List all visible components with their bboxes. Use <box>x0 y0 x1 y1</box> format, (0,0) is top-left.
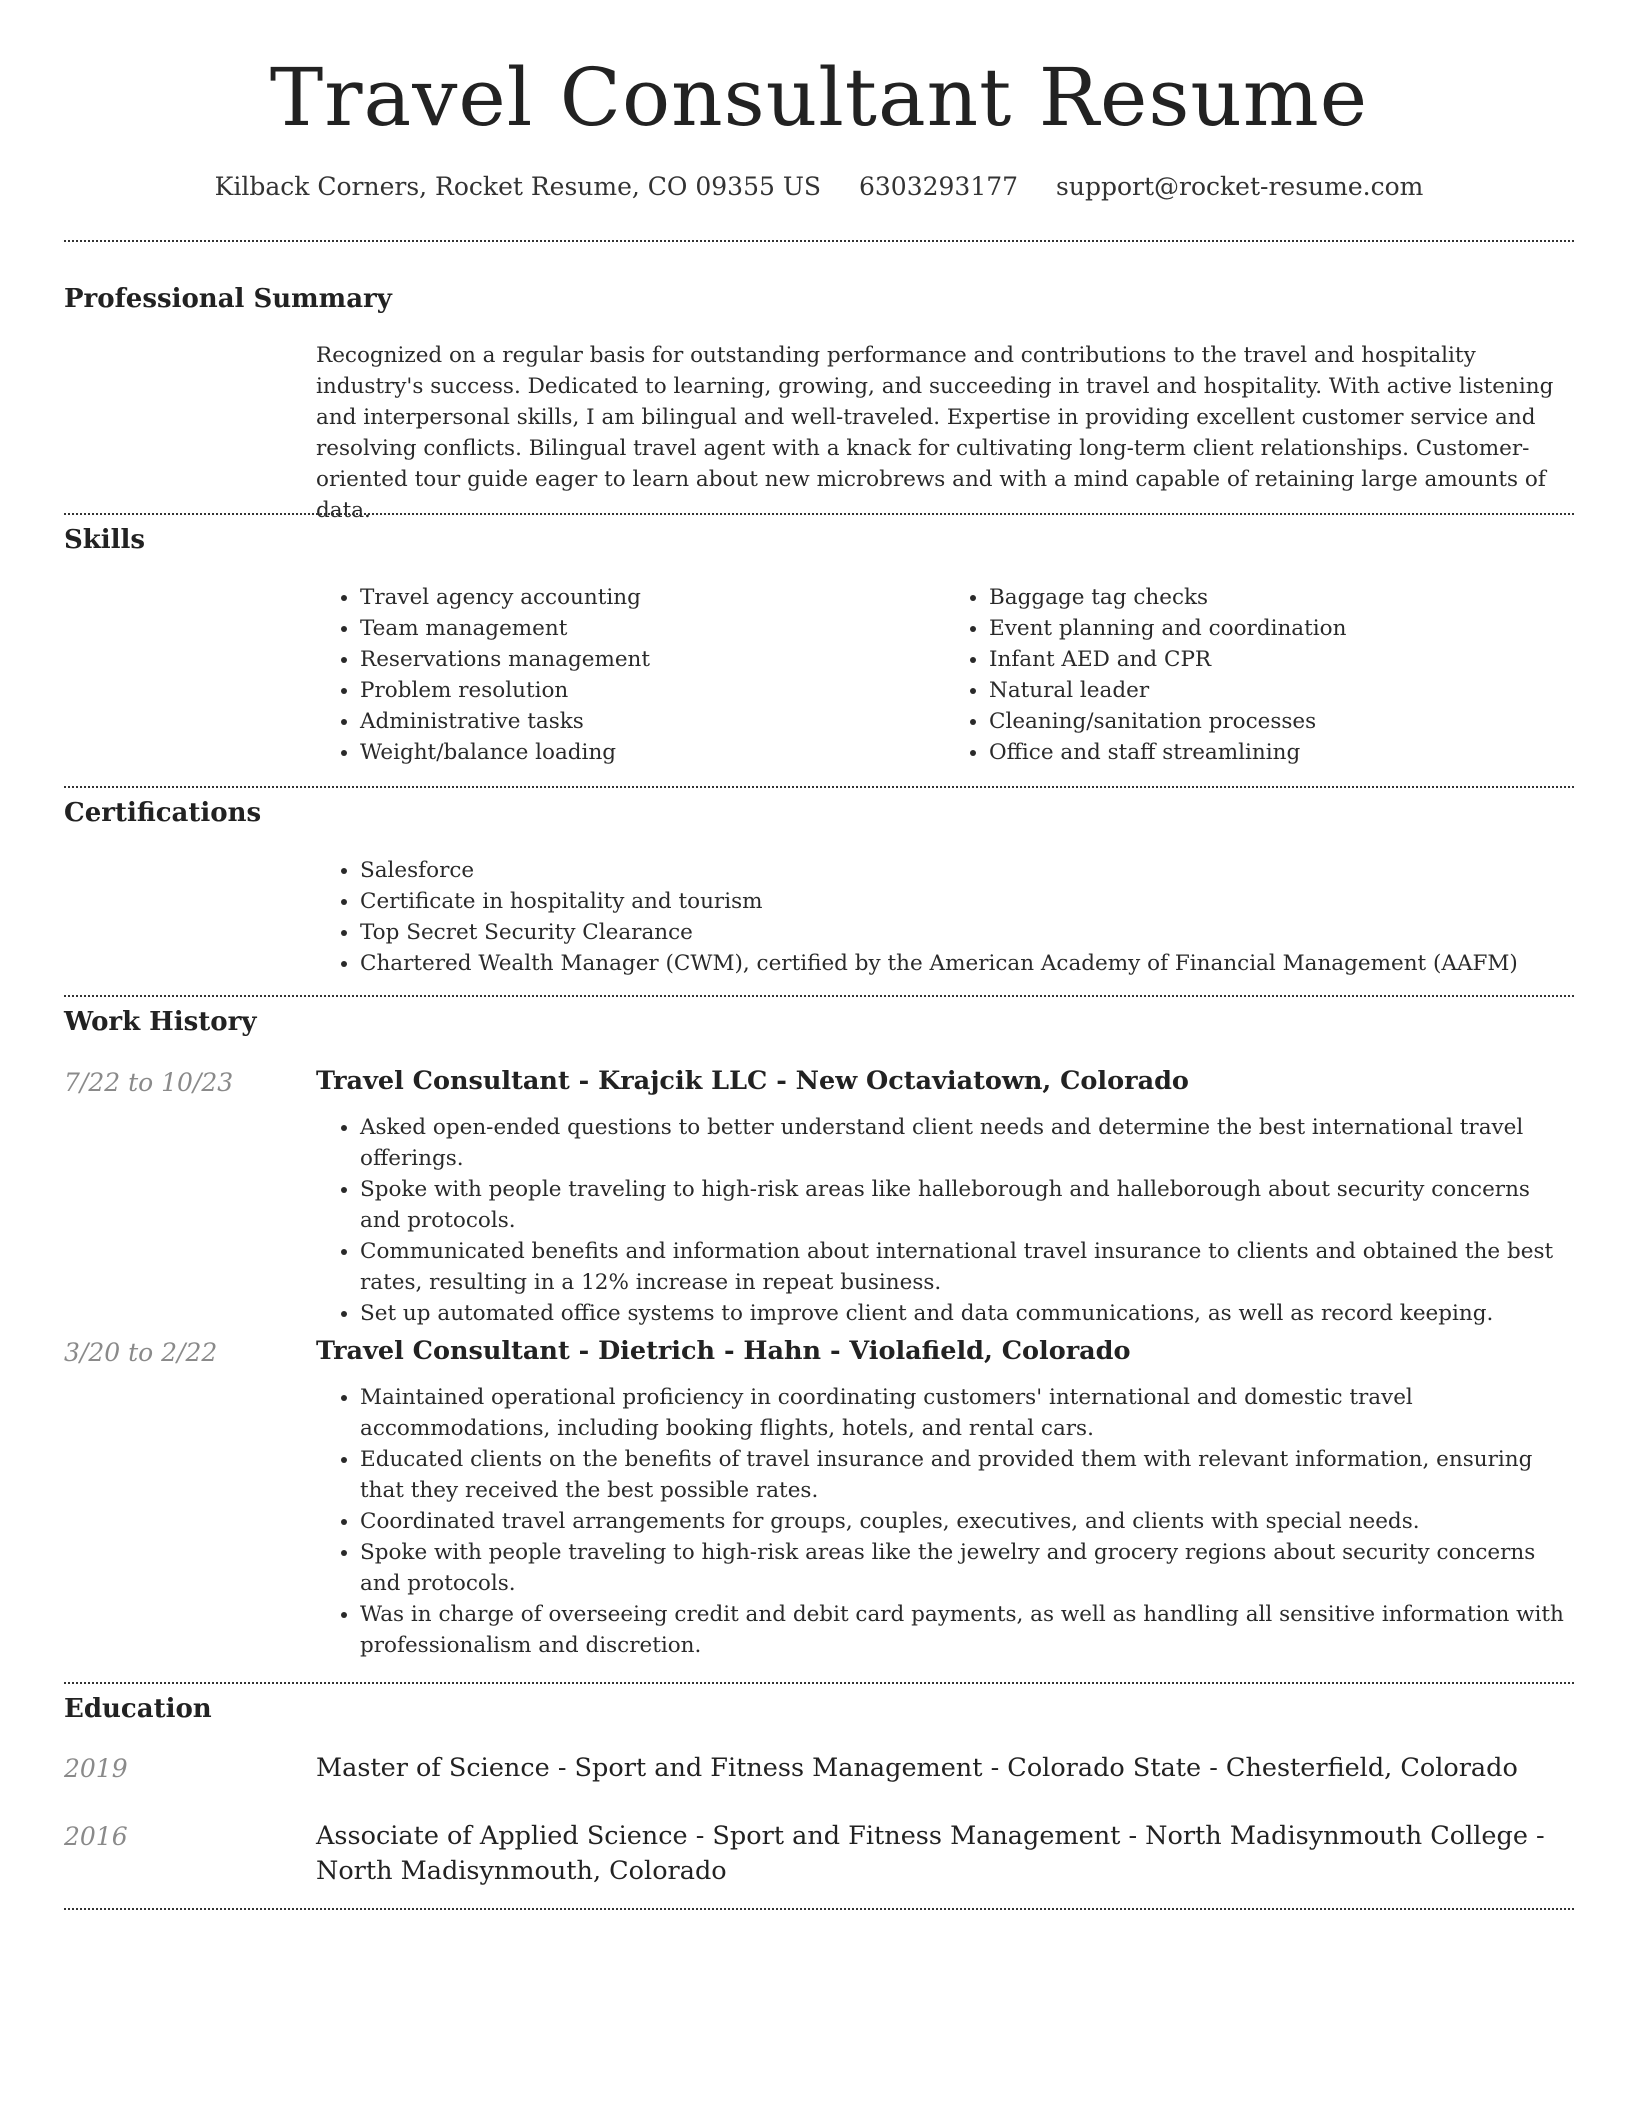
contact-address: Kilback Corners, Rocket Resume, CO 09355 US <box>214 172 822 201</box>
job-bullet: • Spoke with people traveling to high-risk areas like halleborough and halleborough about security concerns and protocols. <box>360 1174 1574 1236</box>
education-year: 2019 <box>64 1754 128 1783</box>
job-bullet: • Was in charge of overseeing credit and debit card payments, as well as handling all sensitive information with professionalism and discretion. <box>360 1599 1574 1661</box>
job-title: Travel Consultant - Krajcik LLC - New Octaviatown, Colorado <box>316 1066 1189 1096</box>
skill-item: • Weight/balance loading <box>360 737 945 768</box>
education-entry <box>316 1819 1574 1889</box>
divider <box>64 1682 1574 1684</box>
skills-list <box>316 582 1574 768</box>
certifications-heading: Certifications <box>64 798 262 828</box>
job-dates: 7/22 to 10/23 <box>64 1068 234 1097</box>
certification-item: • Chartered Wealth Manager (CWM), certified by the American Academy of Financial Management (AAFM) <box>360 948 1574 979</box>
skills-heading: Skills <box>64 525 146 555</box>
skill-item: • Administrative tasks <box>360 706 945 737</box>
job-bullet: • Asked open-ended questions to better understand client needs and determine the best international travel offerings. <box>360 1112 1574 1174</box>
skill-item: • Office and staff streamlining <box>989 737 1574 768</box>
resume-title: Travel Consultant Resume <box>269 51 1369 144</box>
divider <box>64 513 1574 515</box>
education-year: 2016 <box>64 1822 128 1851</box>
job-bullet: • Maintained operational proficiency in coordinating customers' international and domestic travel accommodations, including booking flights, hotels, and rental cars. <box>360 1382 1574 1444</box>
summary-body <box>316 340 1574 526</box>
education-entry <box>316 1751 1574 1786</box>
certification-item: • Top Secret Security Clearance <box>360 917 1574 948</box>
skill-item: • Baggage tag checks <box>989 582 1574 613</box>
contact-phone: 6303293177 <box>859 172 1019 201</box>
job-bullets <box>316 1382 1574 1661</box>
summary-heading: Professional Summary <box>64 284 392 314</box>
divider <box>64 240 1574 242</box>
divider <box>64 1908 1574 1910</box>
education-title: Associate of Applied Science - Sport and Fitness Management - North Madisynmouth College - North Madisynmouth, Colorado <box>316 1821 1545 1886</box>
job-bullets <box>316 1112 1574 1329</box>
divider <box>64 786 1574 788</box>
skill-item: • Reservations management <box>360 644 945 675</box>
education-title: Master of Science - Sport and Fitness Management - Colorado State - Chesterfield, Colorado <box>316 1753 1518 1783</box>
job-bullet: • Coordinated travel arrangements for groups, couples, executives, and clients with special needs. <box>360 1506 1574 1537</box>
certification-item: • Certificate in hospitality and tourism <box>360 886 1574 917</box>
resume-page <box>64 0 1574 1886</box>
skills-right-column <box>945 582 1574 768</box>
summary-text: Recognized on a regular basis for outstanding performance and contributions to the travel and hospitality industry's success. Dedicated to learning, growing, and succeeding in travel and hospitality. With active listening and interpersonal skills, I am bilingual and well-traveled. Expertise in providing excellent customer service and resolving conflicts. Bilingual travel agent with a knack for cultivating long-term client relationships. Customer-oriented tour guide eager to learn about new microbrews and with a mind capable of retaining large amounts of data. <box>316 343 1554 523</box>
job-entry <box>316 1066 1574 1329</box>
skill-item: • Travel agency accounting <box>360 582 945 613</box>
job-bullet: • Communicated benefits and information about international travel insurance to clients and obtained the best rates, resulting in a 12% increase in repeat business. <box>360 1236 1574 1298</box>
job-title: Travel Consultant - Dietrich - Hahn - Violafield, Colorado <box>316 1336 1131 1366</box>
skills-left-column <box>316 582 945 768</box>
skill-item: • Natural leader <box>989 675 1574 706</box>
skill-item: • Cleaning/sanitation processes <box>989 706 1574 737</box>
contact-line <box>64 172 1574 206</box>
certification-item: • Salesforce <box>360 855 1574 886</box>
job-bullet: • Spoke with people traveling to high-risk areas like the jewelry and grocery regions about security concerns and protocols. <box>360 1537 1574 1599</box>
skill-item: • Event planning and coordination <box>989 613 1574 644</box>
job-entry <box>316 1336 1574 1661</box>
work-history-heading: Work History <box>64 1007 257 1037</box>
skill-item: • Problem resolution <box>360 675 945 706</box>
certifications-body <box>316 855 1574 979</box>
education-heading: Education <box>64 1694 212 1724</box>
divider <box>64 995 1574 997</box>
certifications-list <box>316 855 1574 979</box>
skill-item: • Team management <box>360 613 945 644</box>
job-bullet: • Set up automated office systems to improve client and data communications, as well as record keeping. <box>360 1298 1574 1329</box>
skill-item: • Infant AED and CPR <box>989 644 1574 675</box>
job-bullet: • Educated clients on the benefits of travel insurance and provided them with relevant information, ensuring that they received the best possible rates. <box>360 1444 1574 1506</box>
job-dates: 3/20 to 2/22 <box>64 1338 218 1367</box>
contact-email: support@rocket-resume.com <box>1056 172 1424 201</box>
